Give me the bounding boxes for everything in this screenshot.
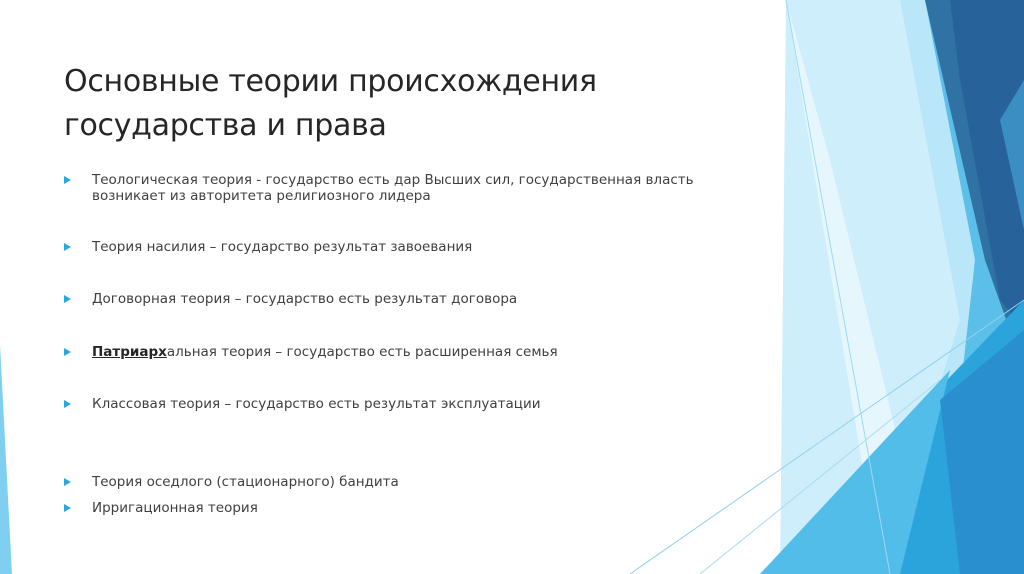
title-line: государства и права [64, 108, 387, 143]
triangle-bullet-icon [64, 176, 71, 184]
list-item-text: Теологическая теория - государство есть дар Высших сил, государственная власть [92, 172, 694, 188]
title-line: Основные теории происхождения [64, 64, 597, 99]
triangle-bullet-icon [64, 348, 71, 356]
highlighted-word: Патриарх [92, 344, 167, 360]
list-item [64, 239, 764, 255]
list-item [64, 396, 764, 412]
list-item [64, 474, 764, 490]
list-item [64, 500, 764, 516]
list-item [64, 172, 764, 204]
triangle-bullet-icon [64, 504, 71, 512]
list-item-text [92, 344, 764, 360]
list-item-text: Теория оседлого (стационарного) бандита [92, 474, 399, 490]
list-item [64, 344, 764, 360]
triangle-bullet-icon [64, 478, 71, 486]
triangle-bullet-icon [64, 400, 71, 408]
list-item-text: Теория насилия – государство результат завоевания [92, 239, 473, 255]
list-item-text: Договорная теория – государство есть результат договора [92, 291, 518, 307]
triangle-bullet-icon [64, 243, 71, 251]
page-title [64, 60, 744, 148]
list-item-text: возникает из авторитета религиозного лидера [92, 188, 431, 204]
list-item [64, 291, 764, 307]
list-item-rest-text: альная теория – государство есть расширенная семья [166, 344, 558, 360]
list-item-text: Ирригационная теория [92, 500, 258, 516]
list-item-text: Классовая теория – государство есть результат эксплуатации [92, 396, 541, 412]
triangle-bullet-icon [64, 295, 71, 303]
left-accent-shape [0, 345, 12, 574]
